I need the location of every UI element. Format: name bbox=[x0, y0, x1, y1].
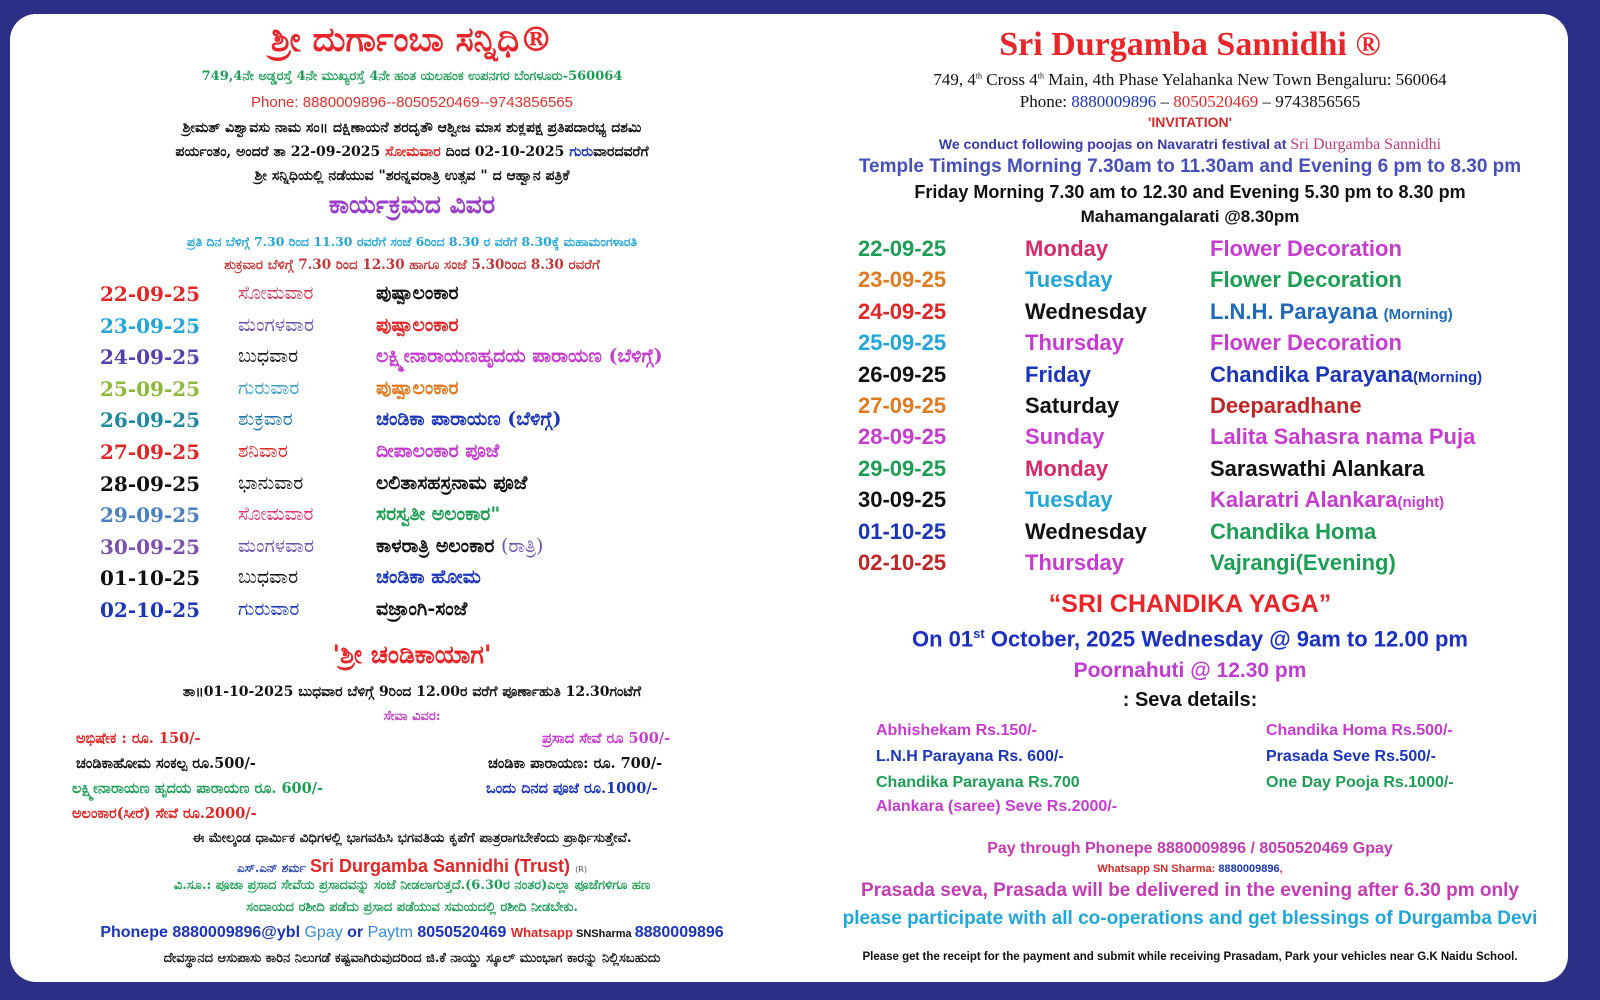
english-phone bbox=[830, 92, 1550, 112]
schedule-day: ಸೋಮವಾರ bbox=[238, 503, 314, 526]
kannada-seva-item: ಚಂಡಿಕಾಹೋಮ ಸಂಕಲ್ಪ ರೂ.500/- bbox=[76, 755, 256, 772]
phone-label: Phone: bbox=[1019, 92, 1072, 111]
english-seva-item: Alankara (saree) Seve Rs.2000/- bbox=[876, 798, 1118, 815]
schedule-event bbox=[1210, 550, 1396, 576]
kannada-trust-line bbox=[32, 856, 792, 877]
schedule-day: Wednesday bbox=[1025, 298, 1147, 324]
schedule-day: Monday bbox=[1025, 236, 1109, 261]
intro-text: ಪರ್ಯಂತಂ, ಅಂದರೆ ತಾ 22-09-2025 bbox=[175, 144, 386, 160]
schedule-date: 26-09-25 bbox=[858, 361, 947, 387]
intro-thursday: ಗುರು bbox=[569, 144, 594, 160]
trust-mark: (R) bbox=[575, 865, 587, 874]
english-prasada-note: Prasada seva, Prasada will be delivered in the evening after 6.30 pm only bbox=[861, 880, 1519, 901]
english-participate-note: please participate with all co-operations and get blessings of Durgamba Devi bbox=[842, 908, 1538, 929]
schedule-event-text: ಲಲಿತಾಸಹಸ್ರನಾಮ ಪೂಜೆ bbox=[376, 471, 528, 494]
kannada-title: ಶ್ರೀ ದುರ್ಗಾಂಬಾ ಸನ್ನಿಧಿ® bbox=[270, 20, 554, 60]
kannada-seva-item: ಪ್ರಸಾದ ಸೇವೆ ರೂ 500/- bbox=[542, 730, 671, 747]
kannada-intro-line-3: ಶ್ರೀ ಸನ್ನಿಧಿಯಲ್ಲಿ ನಡೆಯುವ "ಶರನ್ನವರಾತ್ರಿ ಉತ್ಸವ " ದ ಆಹ್ವಾನ ಪತ್ರಿಕೆ bbox=[254, 168, 570, 184]
schedule-event bbox=[376, 535, 543, 557]
kannada-seva-item: ಅಲಂಕಾರ(ಸೀರೆ) ಸೇವೆ ರೂ.2000/- bbox=[72, 805, 257, 822]
english-yaga-date bbox=[830, 626, 1550, 652]
english-temple-timings: Temple Timings Morning 7.30am to 11.30am and Evening 6 pm to 8.30 pm bbox=[858, 156, 1522, 177]
pay-gpay: Gpay bbox=[304, 924, 343, 941]
schedule-event bbox=[376, 598, 467, 620]
schedule-event bbox=[376, 503, 500, 525]
schedule-event-text: ಸರಸ್ವತೀ ಅಲಂಕಾರ" bbox=[376, 503, 501, 526]
yaga-sup: st bbox=[973, 626, 985, 641]
english-mahamangalarati: Mahamangalarati @8.30pm bbox=[1080, 207, 1300, 226]
schedule-date: 24-09-25 bbox=[100, 345, 201, 370]
schedule-event-text: ಚಂಡಿಕಾ ಪಾರಾಯಣ (ಬೆಳಿಗ್ಗೆ) bbox=[376, 408, 562, 431]
schedule-event bbox=[1210, 362, 1482, 388]
kannada-seva-item: ಒಂದು ದಿನದ ಪೂಜೆ ರೂ.1000/- bbox=[486, 780, 658, 797]
schedule-date: 23-09-25 bbox=[858, 267, 947, 293]
schedule-event-note: (Morning) bbox=[1383, 305, 1453, 323]
kannada-parking-note: ದೇವಸ್ಥಾನದ ಆಸುಪಾಸು ಕಾರಿನ ನಿಲುಗಡೆ ಕಷ್ಟವಾಗಿರುವುದರಿಂದ ಜಿ.ಕೆ ನಾಯ್ಡು ಸ್ಕೂಲ್ ಮುಂಭಾಗ ಕಾರನ್ನು ನಿಲ್ಲಿಸಬಹುದು bbox=[163, 951, 661, 966]
kannada-yaga-title: 'ಶ್ರೀ ಚಂಡಿಕಾಯಾಗ' bbox=[332, 640, 492, 669]
trust-prefix: ಎಸ್.ಎನ್ ಶರ್ಮ bbox=[237, 861, 311, 875]
phone-number-1: 8880009896 bbox=[1071, 92, 1157, 111]
english-seva-item: L.N.H Parayana Rs. 600/- bbox=[876, 748, 1064, 765]
yaga-on: On 01 bbox=[912, 626, 974, 652]
kannada-friday-timing: ಶುಕ್ರವಾರ ಬೆಳಿಗ್ಗೆ 7.30 ರಿಂದ 12.30 ಹಾಗೂ ಸಂಜೆ 5.30ರಿಂದ 8.30 ರವರೆಗೆ bbox=[224, 257, 600, 273]
schedule-event-text: Chandika Parayana bbox=[1210, 361, 1413, 387]
schedule-day: ಗುರುವಾರ bbox=[238, 376, 300, 399]
schedule-event-text: ಪುಷ್ಪಾಲಂಕಾರ bbox=[376, 282, 459, 304]
kannada-seva-item: ಚಂಡಿಕಾ ಪಾರಾಯಣ: ರೂ. 700/- bbox=[488, 755, 663, 772]
pay-or: or bbox=[342, 924, 368, 941]
kannada-phone: Phone: 8880009896--8050520469--9743856565 bbox=[251, 94, 573, 111]
english-address bbox=[830, 70, 1550, 90]
schedule-date: 25-09-25 bbox=[858, 330, 947, 356]
schedule-day: Friday bbox=[1025, 361, 1092, 387]
schedule-event bbox=[1210, 487, 1444, 513]
schedule-day: Thursday bbox=[1025, 550, 1125, 575]
english-friday-timings: Friday Morning 7.30 am to 12.30 and Evening 5.30 pm to 8.30 pm bbox=[914, 182, 1466, 202]
kannada-note-line-2: ಸಂದಾಯದ ರಶೀದಿ ಪಡೆದು ಪ್ರಸಾದ ಪಡೆಯುವ ಸಮಯದಲ್ಲಿ ರಶೀದಿ ನೀಡಬೇಕು. bbox=[246, 900, 578, 915]
schedule-event-note: (Morning) bbox=[1412, 368, 1483, 386]
schedule-date: 29-09-25 bbox=[100, 503, 201, 528]
intro-monday: ಸೋಮವಾರ bbox=[385, 144, 441, 160]
whatsapp-label: Whatsapp SN Sharma: bbox=[1097, 863, 1219, 875]
pay-snsharma: SNSharma bbox=[572, 928, 635, 940]
kannada-note-line-1: ವಿ.ಸೂ.: ಪೂಜಾ ಪ್ರಸಾದ ಸೇವೆಯ ಪ್ರಸಾದವನ್ನು ಸಂಜೆ ನೀಡಲಾಗುತ್ತದೆ.(6.30ರ ನಂತರ)ಎಲ್ಲಾ ಪೂಜೆಗಳಿಗೂ ಹಣ bbox=[173, 878, 651, 893]
schedule-event-text: Deeparadhane bbox=[1210, 393, 1362, 418]
schedule-day: Saturday bbox=[1025, 393, 1120, 418]
schedule-event bbox=[1210, 519, 1376, 545]
whatsapp-number: 8880009896 bbox=[1218, 863, 1280, 875]
phone-number-3: 9743856565 bbox=[1275, 92, 1361, 111]
kannada-program-heading: ಕಾರ್ಯಕ್ರಮದ ವಿವರ bbox=[328, 190, 496, 219]
schedule-event bbox=[1210, 267, 1402, 293]
schedule-event-text: ಕಾಳರಾತ್ರಿ ಅಲಂಕಾರ bbox=[376, 534, 501, 557]
kannada-seva-item: ಲಕ್ಷ್ಮೀನಾರಾಯಣ ಹೃದಯ ಪಾರಾಯಣ ರೂ. 600/- bbox=[72, 780, 324, 797]
intro-text: ದಿಂದ 02-10-2025 bbox=[440, 144, 570, 160]
schedule-event bbox=[376, 377, 459, 399]
schedule-event bbox=[1210, 393, 1362, 419]
schedule-event bbox=[376, 345, 663, 367]
schedule-day: Wednesday bbox=[1025, 518, 1147, 544]
schedule-event bbox=[1210, 299, 1453, 325]
english-conduct-line bbox=[830, 134, 1550, 154]
kannada-yaga-time: ತಾ॥01-10-2025 ಬುಧವಾರ ಬೆಳಿಗ್ಗೆ 9ರಿಂದ 12.00ರ ವರೆಗೆ ಪೂರ್ಣಾಹುತಿ 12.30ಗಂಟೆಗೆ bbox=[182, 684, 642, 700]
yaga-rest: October, 2025 Wednesday @ 9am to 12.00 pm bbox=[984, 626, 1468, 652]
schedule-event-note: (ರಾತ್ರಿ) bbox=[501, 534, 544, 557]
kannada-prayer: ಈ ಮೇಲ್ಕಂಡ ಧಾರ್ಮಿಕ ವಿಧಿಗಳಲ್ಲಿ ಭಾಗವಹಿಸಿ ಭಗವತಿಯ ಕೃಪೆಗೆ ಪಾತ್ರರಾಗಬೇಕೆಂದು ಪ್ರಾರ್ಥಿಸುತ್ತೇವೆ. bbox=[192, 830, 632, 846]
schedule-day: Monday bbox=[1025, 455, 1109, 481]
schedule-day: ಗುರುವಾರ bbox=[238, 598, 300, 620]
addr-sup: th bbox=[975, 71, 983, 81]
schedule-day: Tuesday bbox=[1025, 267, 1113, 293]
schedule-event-text: ದೀಪಾಲಂಕಾರ ಪೂಜೆ bbox=[376, 440, 500, 462]
conduct-text: We conduct following poojas on Navaratri festival at bbox=[938, 136, 1291, 152]
english-invitation-label: 'INVITATION' bbox=[1148, 114, 1232, 130]
schedule-date: 29-09-25 bbox=[858, 455, 947, 481]
whatsapp-comma: , bbox=[1279, 863, 1283, 875]
kannada-seva-item: ಅಭಿಷೇಕ : ರೂ. 150/- bbox=[76, 730, 201, 747]
english-title: Sri Durgamba Sannidhi ® bbox=[999, 26, 1381, 63]
schedule-date: 01-10-25 bbox=[858, 518, 947, 544]
schedule-day: ಮಂಗಳವಾರ bbox=[238, 534, 315, 557]
schedule-event-text: Kalaratri Alankara bbox=[1210, 487, 1398, 513]
phone-number-2: 8050520469 bbox=[1173, 92, 1259, 111]
schedule-date: 27-09-25 bbox=[858, 393, 947, 418]
phone-sep: – bbox=[1156, 92, 1174, 111]
schedule-date: 27-09-25 bbox=[100, 440, 201, 464]
addr-sup: th bbox=[1037, 71, 1045, 81]
schedule-date: 22-09-25 bbox=[858, 236, 947, 261]
schedule-date: 01-10-25 bbox=[100, 566, 201, 591]
english-whatsapp bbox=[830, 863, 1550, 875]
phone-sep: – bbox=[1258, 92, 1276, 111]
schedule-event-text: ಪುಷ್ಪಾಲಂಕಾರ bbox=[376, 313, 459, 336]
schedule-event bbox=[1210, 330, 1402, 356]
schedule-event-text: Lalita Sahasra nama Puja bbox=[1210, 424, 1476, 450]
schedule-date: 28-09-25 bbox=[100, 471, 201, 496]
kannada-seva-heading: ಸೇವಾ ವಿವರ: bbox=[383, 709, 441, 724]
kannada-payment-line bbox=[32, 924, 792, 942]
schedule-event-text: L.N.H. Parayana bbox=[1210, 298, 1384, 324]
schedule-event bbox=[376, 408, 562, 430]
schedule-day: ಬುಧವಾರ bbox=[238, 345, 299, 368]
schedule-day: Tuesday bbox=[1025, 487, 1113, 513]
schedule-day: ಭಾನುವಾರ bbox=[238, 471, 304, 494]
schedule-day: ಬುಧವಾರ bbox=[238, 566, 299, 589]
schedule-event bbox=[376, 472, 527, 494]
schedule-event-text: Vajrangi(Evening) bbox=[1210, 550, 1396, 575]
intro-text: ವಾರದವರೆಗೆ bbox=[593, 144, 649, 160]
schedule-day: ಶುಕ್ರವಾರ bbox=[238, 408, 293, 431]
english-seva-item: Chandika Homa Rs.500/- bbox=[1266, 722, 1453, 739]
english-seva-item: Abhishekam Rs.150/- bbox=[876, 722, 1037, 739]
schedule-event bbox=[376, 440, 499, 462]
pay-phonepe: Phonepe 8880009896@ybl bbox=[100, 924, 305, 941]
pay-paytm: Paytm bbox=[367, 924, 413, 941]
schedule-event bbox=[1210, 424, 1475, 450]
schedule-event-text: ಪುಷ್ಪಾಲಂಕಾರ bbox=[376, 376, 459, 399]
schedule-day: Sunday bbox=[1025, 424, 1105, 450]
schedule-event-text: Saraswathi Alankara bbox=[1210, 455, 1425, 481]
schedule-event bbox=[1210, 236, 1402, 262]
english-seva-item: Prasada Seve Rs.500/- bbox=[1266, 748, 1436, 765]
trust-name: Sri Durgamba Sannidhi (Trust) bbox=[310, 856, 571, 876]
schedule-event-text: ಲಕ್ಷ್ಮೀನಾರಾಯಣಹೃದಯ ಪಾರಾಯಣ (ಬೆಳಿಗ್ಗೆ) bbox=[376, 345, 663, 368]
kannada-intro-line-2 bbox=[32, 144, 792, 160]
invitation-card bbox=[10, 14, 1568, 982]
schedule-date: 25-09-25 bbox=[100, 376, 201, 401]
schedule-event-text: Chandika Homa bbox=[1210, 518, 1377, 544]
schedule-date: 23-09-25 bbox=[100, 313, 201, 338]
english-seva-item: Chandika Parayana Rs.700 bbox=[876, 774, 1080, 791]
schedule-event-text: ಚಂಡಿಕಾ ಹೋಮ bbox=[376, 566, 481, 589]
english-receipt-note: Please get the receipt for the payment and submit while receiving Prasadam, Park your vehicles near G.K Naidu School. bbox=[862, 951, 1518, 963]
pay-whatsapp: Whatsapp bbox=[510, 925, 573, 940]
schedule-date: 30-09-25 bbox=[100, 534, 201, 559]
schedule-event bbox=[376, 566, 481, 588]
schedule-day: ಶನಿವಾರ bbox=[238, 440, 288, 462]
schedule-event-text: ವಜ್ರಾಂಗಿ-ಸಂಜೆ bbox=[376, 598, 468, 620]
conduct-temple: Sri Durgamba Sannidhi bbox=[1290, 136, 1442, 153]
addr-part: Main, 4th Phase Yelahanka New Town Bengaluru: 560064 bbox=[1044, 70, 1447, 89]
schedule-date: 26-09-25 bbox=[100, 408, 201, 433]
kannada-intro-line-1: ಶ್ರೀಮತ್ ವಿಶ್ವಾವಸು ನಾಮ ಸಂ॥ ದಕ್ಷಿಣಾಯನೆ ಶರದೃತೌ ಆಶ್ವೀಜ ಮಾಸ ಶುಕ್ಲಪಕ್ಷ ಪ್ರತಿಪದಾರಭ್ಯ ದಶಮಿ bbox=[182, 120, 642, 136]
addr-part: 749, 4 bbox=[933, 70, 976, 89]
pay-whatsapp-number: 8880009896 bbox=[634, 924, 724, 941]
schedule-event bbox=[1210, 456, 1424, 482]
schedule-date: 22-09-25 bbox=[100, 282, 201, 306]
schedule-event-text: Flower Decoration bbox=[1210, 267, 1402, 293]
schedule-event-text: Flower Decoration bbox=[1210, 330, 1402, 356]
schedule-day: ಮಂಗಳವಾರ bbox=[238, 313, 315, 336]
schedule-event-text: Flower Decoration bbox=[1210, 236, 1402, 261]
schedule-event bbox=[376, 314, 459, 336]
english-pay-through: Pay through Phonepe 8880009896 / 8050520469 Gpay bbox=[987, 840, 1393, 857]
pay-paytm-number: 8050520469 bbox=[412, 924, 511, 941]
english-poornahuti: Poornahuti @ 12.30 pm bbox=[1073, 659, 1307, 682]
schedule-date: 02-10-25 bbox=[100, 598, 201, 622]
addr-part: Cross 4 bbox=[982, 70, 1038, 89]
schedule-event-note: (night) bbox=[1397, 494, 1445, 512]
english-seva-item: One Day Pooja Rs.1000/- bbox=[1266, 774, 1454, 791]
schedule-date: 28-09-25 bbox=[858, 424, 947, 450]
schedule-day: ಸೋಮವಾರ bbox=[238, 282, 314, 304]
english-seva-heading: : Seva details: bbox=[1122, 689, 1258, 711]
schedule-day: Thursday bbox=[1025, 330, 1125, 356]
schedule-event bbox=[376, 282, 459, 304]
schedule-date: 02-10-25 bbox=[858, 550, 947, 575]
schedule-date: 24-09-25 bbox=[858, 298, 947, 324]
schedule-date: 30-09-25 bbox=[858, 487, 947, 513]
kannada-daily-timing: ಪ್ರತಿ ದಿನ ಬೆಳಿಗ್ಗೆ 7.30 ರಿಂದ 11.30 ರವರೆಗೆ ಸಂಜೆ 6ರಿಂದ 8.30 ರ ವರೆಗೆ 8.30ಕ್ಕೆ ಮಹಾಮಂಗಳಾರತಿ bbox=[186, 234, 638, 249]
kannada-address: 749,4ನೇ ಅಡ್ಡರಸ್ತೆ 4ನೇ ಮುಖ್ಯರಸ್ತೆ 4ನೇ ಹಂತ ಯಲಹಂಕ ಉಪನಗರ ಬೆಂಗಳೂರು-560064 bbox=[201, 69, 623, 84]
english-yaga-title: “SRI CHANDIKA YAGA” bbox=[1048, 590, 1332, 618]
